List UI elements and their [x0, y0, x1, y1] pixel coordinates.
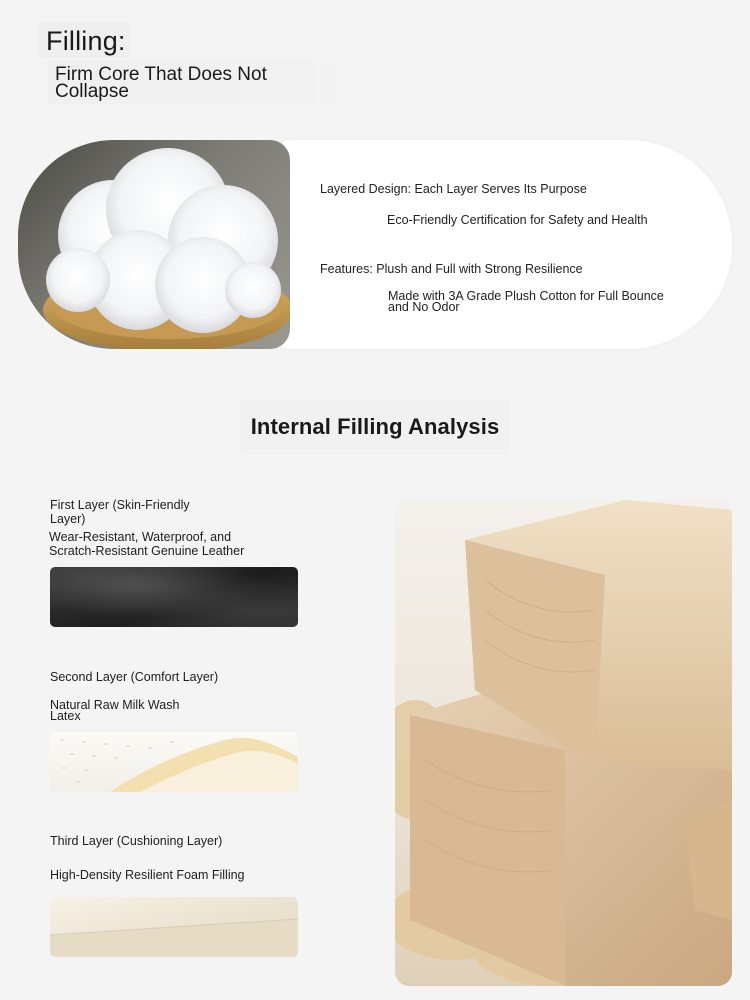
layer-1-description	[49, 531, 244, 557]
layer-3-name: Third Layer (Cushioning Layer)	[50, 834, 223, 848]
layer-1-desc-line-2: Scratch-Resistant Genuine Leather	[49, 544, 245, 558]
wood-illustration	[395, 500, 732, 986]
feature-text-eco-certification: Eco-Friendly Certification for Safety and Health	[387, 213, 648, 227]
analysis-title: Internal Filling Analysis	[241, 400, 509, 454]
latex-swatch-image	[50, 732, 298, 792]
subtitle-line-2: Collapse	[55, 81, 129, 102]
layer-1-desc-line-1: Wear-Resistant, Waterproof, and	[49, 530, 232, 544]
feature-card	[276, 140, 732, 349]
layer-1-name	[50, 499, 190, 525]
foam-swatch-image	[50, 897, 298, 957]
feature-text-cotton-grade-line-2: and No Odor	[388, 300, 460, 314]
cotton-illustration	[18, 140, 290, 349]
feature-text-cotton-grade-line-1: Made with 3A Grade Plush Cotton for Full Bounce	[388, 289, 664, 303]
subtitle-line-1: Firm Core That Does Not	[55, 64, 267, 85]
section-subtitle	[48, 60, 356, 104]
layer-1-name-line-2: Layer)	[50, 512, 86, 526]
feature-text-cotton-grade	[388, 291, 664, 313]
cotton-filling-image	[18, 140, 290, 349]
feature-text-plush-resilience: Features: Plush and Full with Strong Resilience	[320, 262, 583, 276]
feature-text-layered-design: Layered Design: Each Layer Serves Its Purpose	[320, 182, 587, 196]
section-title: Filling:	[38, 22, 130, 58]
layer-2-name: Second Layer (Comfort Layer)	[50, 670, 219, 684]
layer-3-description: High-Density Resilient Foam Filling	[50, 868, 245, 882]
layer-1-name-line-1: First Layer (Skin-Friendly	[50, 498, 190, 512]
foam-illustration	[50, 897, 298, 957]
layer-2-desc-line-2: Latex	[50, 709, 81, 723]
layer-2-description	[50, 700, 179, 722]
latex-illustration	[50, 732, 298, 792]
wood-blocks-image	[395, 500, 732, 986]
leather-swatch-image	[50, 567, 298, 627]
layer-2-desc-line-1: Natural Raw Milk Wash	[50, 698, 180, 712]
